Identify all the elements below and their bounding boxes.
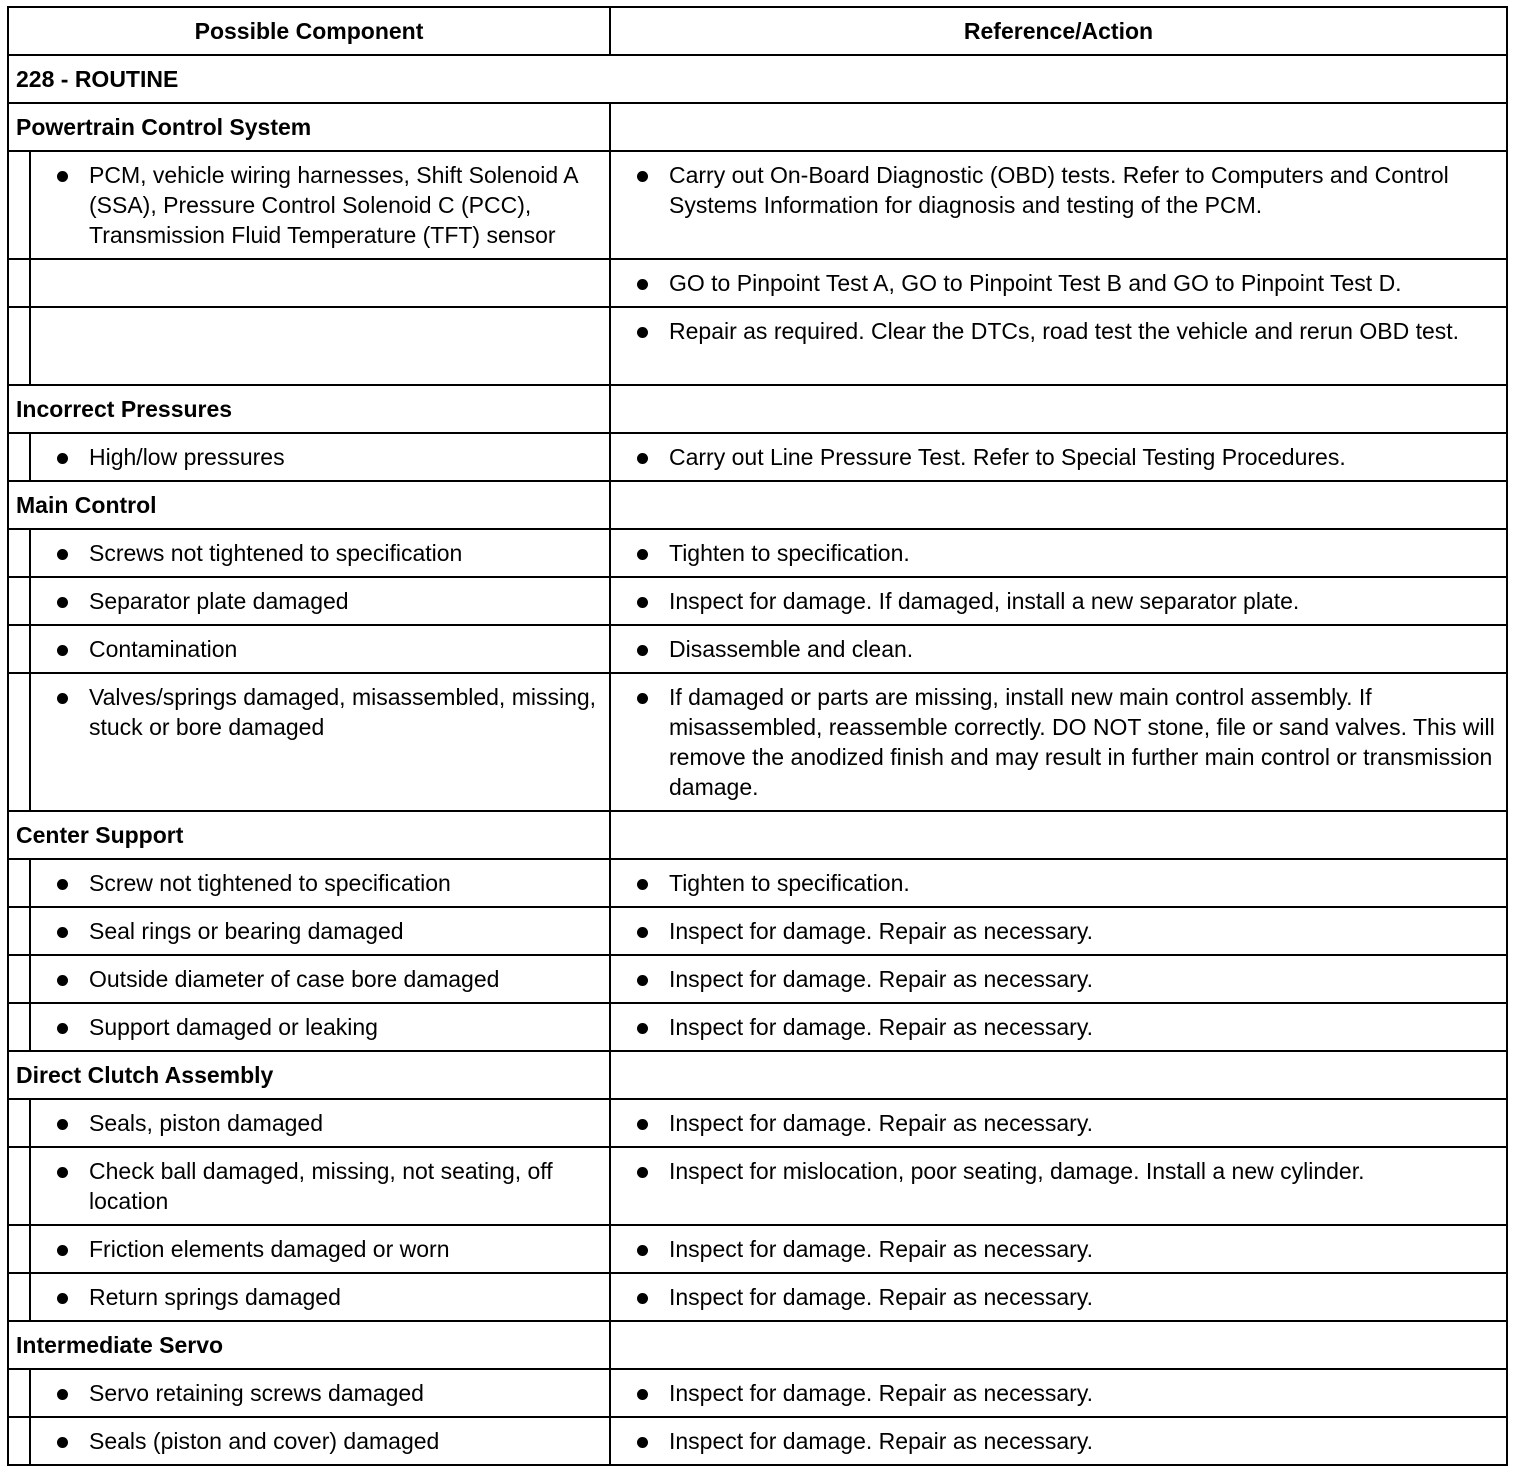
action-cell	[610, 1273, 1507, 1321]
action-item	[611, 260, 1506, 306]
section-empty-cell	[610, 481, 1507, 529]
bullet-icon	[57, 453, 68, 464]
bullet-icon	[637, 279, 648, 290]
table-row	[8, 307, 1507, 385]
action-cell	[610, 1003, 1507, 1051]
action-item	[611, 1148, 1506, 1194]
indent-cell	[8, 307, 30, 385]
table-row	[8, 955, 1507, 1003]
indent-cell	[8, 1147, 30, 1225]
table-row	[8, 259, 1507, 307]
bullet-icon	[57, 879, 68, 890]
component-text: Support damaged or leaking	[89, 1014, 378, 1040]
action-cell	[610, 907, 1507, 955]
component-item	[31, 1370, 609, 1416]
indent-cell	[8, 259, 30, 307]
indent-cell	[8, 433, 30, 481]
header-possible-component: Possible Component	[8, 7, 610, 55]
action-item	[611, 578, 1506, 624]
section-empty-cell	[610, 1321, 1507, 1369]
indent-cell	[8, 625, 30, 673]
header-reference-action: Reference/Action	[610, 7, 1507, 55]
bullet-icon	[637, 879, 648, 890]
section-row	[8, 1321, 1507, 1369]
table-body	[8, 55, 1507, 1465]
bullet-icon	[57, 975, 68, 986]
component-item	[31, 1148, 609, 1224]
component-cell	[30, 907, 610, 955]
action-item	[611, 308, 1506, 354]
bullet-icon	[57, 693, 68, 704]
bullet-icon	[637, 975, 648, 986]
table-row	[8, 1369, 1507, 1417]
component-item	[31, 152, 609, 258]
component-item	[31, 1418, 609, 1464]
bullet-icon	[637, 327, 648, 338]
bullet-icon	[637, 1437, 648, 1448]
section-row	[8, 1051, 1507, 1099]
component-text: Outside diameter of case bore damaged	[89, 966, 500, 992]
action-cell	[610, 1225, 1507, 1273]
component-text: PCM, vehicle wiring harnesses, Shift Solenoid A (SSA), Pressure Control Solenoid C (PCC), Transmission Fluid Temperature (TFT) sensor	[89, 162, 578, 248]
action-item	[611, 860, 1506, 906]
component-item	[31, 674, 609, 750]
component-text: Screw not tightened to specification	[89, 870, 451, 896]
bullet-icon	[57, 1119, 68, 1130]
section-empty-cell	[610, 385, 1507, 433]
bullet-icon	[637, 693, 648, 704]
action-item	[611, 530, 1506, 576]
section-name-cell	[8, 811, 610, 859]
action-cell	[610, 577, 1507, 625]
action-item	[611, 1100, 1506, 1146]
action-cell	[610, 859, 1507, 907]
action-text: Inspect for damage. Repair as necessary.	[669, 966, 1094, 992]
action-text: Inspect for damage. Repair as necessary.	[669, 918, 1094, 944]
section-title: Direct Clutch Assembly	[16, 1062, 274, 1088]
table-row	[8, 1225, 1507, 1273]
component-item	[31, 434, 609, 480]
component-text: Seals (piston and cover) damaged	[89, 1428, 440, 1454]
bullet-icon	[637, 597, 648, 608]
title-cell	[8, 55, 1507, 103]
action-text: Tighten to specification.	[669, 870, 910, 896]
bullet-icon	[637, 1389, 648, 1400]
action-cell	[610, 1099, 1507, 1147]
component-text: Seal rings or bearing damaged	[89, 918, 404, 944]
component-cell	[30, 577, 610, 625]
component-item	[31, 578, 609, 624]
section-row	[8, 103, 1507, 151]
section-name-cell	[8, 385, 610, 433]
section-title: Incorrect Pressures	[16, 396, 233, 422]
component-cell	[30, 859, 610, 907]
component-cell	[30, 1003, 610, 1051]
action-cell	[610, 259, 1507, 307]
action-text: Inspect for damage. If damaged, install a new separator plate.	[669, 588, 1300, 614]
indent-cell	[8, 1417, 30, 1465]
bullet-icon	[57, 597, 68, 608]
bullet-icon	[57, 1437, 68, 1448]
indent-cell	[8, 673, 30, 811]
table-row	[8, 907, 1507, 955]
action-text: GO to Pinpoint Test A, GO to Pinpoint Test B and GO to Pinpoint Test D.	[669, 270, 1402, 296]
component-item	[31, 1100, 609, 1146]
table-row	[8, 1417, 1507, 1465]
header-row	[8, 7, 1507, 55]
table-row	[8, 529, 1507, 577]
action-item	[611, 674, 1506, 810]
section-name-cell	[8, 1321, 610, 1369]
bullet-icon	[57, 645, 68, 656]
component-cell	[30, 1273, 610, 1321]
title-row	[8, 55, 1507, 103]
bullet-icon	[57, 1023, 68, 1034]
action-cell	[610, 1369, 1507, 1417]
section-name-cell	[8, 481, 610, 529]
action-item	[611, 956, 1506, 1002]
action-cell	[610, 955, 1507, 1003]
bullet-icon	[637, 171, 648, 182]
table-row	[8, 859, 1507, 907]
bullet-icon	[637, 645, 648, 656]
action-item	[611, 1418, 1506, 1464]
table-row	[8, 1273, 1507, 1321]
indent-cell	[8, 1273, 30, 1321]
bullet-icon	[637, 1119, 648, 1130]
action-text: Tighten to specification.	[669, 540, 910, 566]
indent-cell	[8, 907, 30, 955]
action-item	[611, 1274, 1506, 1320]
action-text: Inspect for damage. Repair as necessary.	[669, 1110, 1094, 1136]
component-text: Check ball damaged, missing, not seating, off location	[89, 1158, 553, 1214]
table-row	[8, 1099, 1507, 1147]
action-text: If damaged or parts are missing, install new main control assembly. If misassembled, reassemble correctly. DO NOT stone, file or sand valves. This will remove the anodized finish and may result in further main control or transmission damage.	[669, 684, 1495, 800]
section-name-cell	[8, 1051, 610, 1099]
component-text: Friction elements damaged or worn	[89, 1236, 450, 1262]
action-text: Inspect for damage. Repair as necessary.	[669, 1014, 1094, 1040]
indent-cell	[8, 1003, 30, 1051]
action-text: Carry out On-Board Diagnostic (OBD) tests. Refer to Computers and Control Systems Information for diagnosis and testing of the PCM.	[669, 162, 1449, 218]
section-empty-cell	[610, 103, 1507, 151]
bullet-icon	[57, 549, 68, 560]
component-item	[31, 1226, 609, 1272]
section-title: Intermediate Servo	[16, 1332, 224, 1358]
action-item	[611, 626, 1506, 672]
action-text: Inspect for damage. Repair as necessary.	[669, 1284, 1094, 1310]
component-cell	[30, 1147, 610, 1225]
action-cell	[610, 433, 1507, 481]
section-row	[8, 811, 1507, 859]
bullet-icon	[57, 1245, 68, 1256]
component-cell	[30, 1369, 610, 1417]
section-row	[8, 385, 1507, 433]
action-cell	[610, 151, 1507, 259]
action-cell	[610, 1417, 1507, 1465]
component-text: Screws not tightened to specification	[89, 540, 463, 566]
action-cell	[610, 1147, 1507, 1225]
routine-title: 228 - ROUTINE	[16, 66, 179, 92]
action-item	[611, 908, 1506, 954]
component-cell	[30, 433, 610, 481]
indent-cell	[8, 151, 30, 259]
section-title: Powertrain Control System	[16, 114, 312, 140]
section-title: Main Control	[16, 492, 157, 518]
indent-cell	[8, 529, 30, 577]
component-text: Contamination	[89, 636, 238, 662]
section-name-cell	[8, 103, 610, 151]
diagnosis-table	[7, 6, 1508, 1466]
action-item	[611, 1226, 1506, 1272]
bullet-icon	[637, 1023, 648, 1034]
action-cell	[610, 673, 1507, 811]
bullet-icon	[637, 549, 648, 560]
action-text: Inspect for mislocation, poor seating, damage. Install a new cylinder.	[669, 1158, 1365, 1184]
bullet-icon	[57, 1389, 68, 1400]
component-text: Return springs damaged	[89, 1284, 341, 1310]
action-item	[611, 1370, 1506, 1416]
bullet-icon	[57, 1167, 68, 1178]
table-row	[8, 625, 1507, 673]
component-text: Servo retaining screws damaged	[89, 1380, 424, 1406]
table-row	[8, 433, 1507, 481]
component-cell	[30, 955, 610, 1003]
indent-cell	[8, 1099, 30, 1147]
component-item	[31, 1004, 609, 1050]
component-item	[31, 860, 609, 906]
action-cell	[610, 307, 1507, 385]
action-text: Carry out Line Pressure Test. Refer to Special Testing Procedures.	[669, 444, 1346, 470]
component-text: Separator plate damaged	[89, 588, 349, 614]
bullet-icon	[57, 171, 68, 182]
section-empty-cell	[610, 811, 1507, 859]
component-item	[31, 1274, 609, 1320]
component-cell	[30, 625, 610, 673]
component-text: Seals, piston damaged	[89, 1110, 323, 1136]
section-row	[8, 481, 1507, 529]
component-item	[31, 908, 609, 954]
table-row	[8, 151, 1507, 259]
table-row	[8, 673, 1507, 811]
bullet-icon	[637, 1293, 648, 1304]
component-cell	[30, 307, 610, 385]
action-text: Disassemble and clean.	[669, 636, 914, 662]
action-text: Inspect for damage. Repair as necessary.	[669, 1380, 1094, 1406]
action-text: Repair as required. Clear the DTCs, road test the vehicle and rerun OBD test.	[669, 318, 1460, 344]
component-cell	[30, 1417, 610, 1465]
action-cell	[610, 529, 1507, 577]
table-row	[8, 1003, 1507, 1051]
indent-cell	[8, 955, 30, 1003]
component-cell	[30, 673, 610, 811]
action-item	[611, 434, 1506, 480]
component-item	[31, 530, 609, 576]
component-item	[31, 956, 609, 1002]
action-item	[611, 152, 1506, 228]
bullet-icon	[57, 927, 68, 938]
bullet-icon	[637, 1167, 648, 1178]
action-item	[611, 1004, 1506, 1050]
action-text: Inspect for damage. Repair as necessary.	[669, 1236, 1094, 1262]
component-cell	[30, 529, 610, 577]
component-item	[31, 626, 609, 672]
bullet-icon	[637, 927, 648, 938]
section-empty-cell	[610, 1051, 1507, 1099]
table-row	[8, 577, 1507, 625]
bullet-icon	[637, 1245, 648, 1256]
component-cell	[30, 259, 610, 307]
indent-cell	[8, 577, 30, 625]
indent-cell	[8, 1369, 30, 1417]
action-cell	[610, 625, 1507, 673]
component-text: High/low pressures	[89, 444, 285, 470]
indent-cell	[8, 1225, 30, 1273]
bullet-icon	[57, 1293, 68, 1304]
indent-cell	[8, 859, 30, 907]
component-cell	[30, 1099, 610, 1147]
component-cell	[30, 151, 610, 259]
section-title: Center Support	[16, 822, 184, 848]
component-text: Valves/springs damaged, misassembled, missing, stuck or bore damaged	[89, 684, 597, 740]
bullet-icon	[637, 453, 648, 464]
table-row	[8, 1147, 1507, 1225]
component-cell	[30, 1225, 610, 1273]
action-text: Inspect for damage. Repair as necessary.	[669, 1428, 1094, 1454]
